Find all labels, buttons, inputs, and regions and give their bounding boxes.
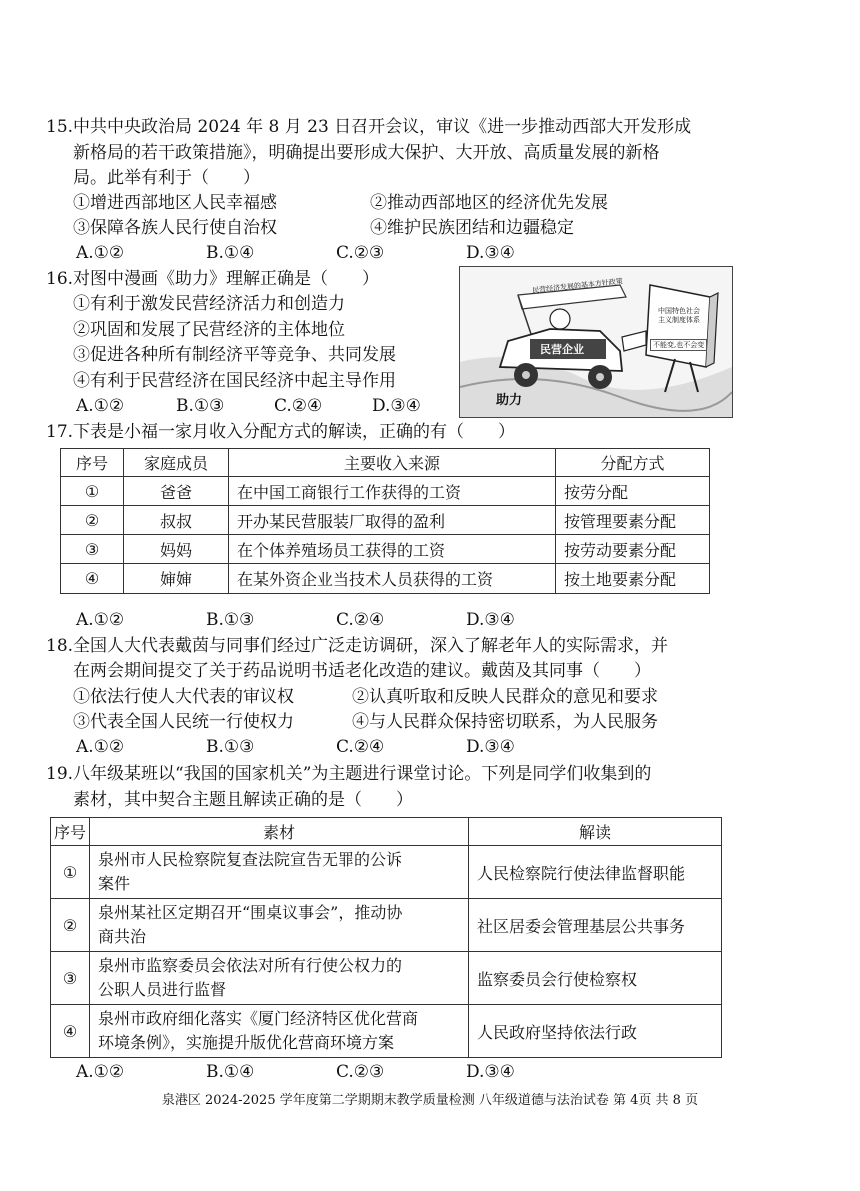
q19-material-line: 环境条例》，实施提升版优化营商环境方案 — [98, 1033, 395, 1052]
q16-option-d[interactable]: D.③④ — [372, 396, 421, 416]
q18-option-d[interactable]: D.③④ — [466, 737, 515, 757]
q15-item-3: ③保障各族人民行使自治权 — [73, 218, 277, 238]
q15-item-4: ④维护民族团结和边疆稳定 — [370, 218, 574, 238]
q17-table-header — [61, 449, 710, 477]
cartoon-zhuli — [459, 266, 733, 418]
q19-table — [50, 817, 722, 1058]
cartoon-book-text: 中国特色社会主义制度体系 — [658, 307, 700, 324]
q17-header-source: 主要收入来源 — [229, 449, 556, 477]
q15-item-1: ①增进西部地区人民幸福感 — [73, 193, 277, 213]
q17-cell: 在中国工商银行工作获得的工资 — [229, 477, 556, 506]
q18-option-a[interactable]: A.①② — [76, 737, 125, 757]
cartoon-car-label: 民营企业 — [540, 343, 584, 356]
q17-cell: ② — [61, 506, 124, 535]
q19-cell-material — [90, 846, 469, 899]
q18-options — [76, 735, 636, 759]
q18-item-2: ②认真听取和反映人民群众的意见和要求 — [352, 687, 658, 707]
q17-cell: 按劳动要素分配 — [556, 535, 710, 564]
q16-stem: 16.对图中漫画《助力》理解正确是（ ） — [46, 269, 380, 289]
q19-material-line: 泉州市政府细化落实《厦门经济特区优化营商 — [98, 1009, 419, 1028]
q19-cell-material — [90, 1005, 469, 1058]
q15-item-2: ②推动西部地区的经济优先发展 — [370, 193, 608, 213]
q17-cell: 在个体养殖场员工获得的工资 — [229, 535, 556, 564]
q19-cell-no: ① — [51, 846, 90, 899]
q16-item-3: ③促进各种所有制经济平等竞争、共同发展 — [73, 345, 396, 365]
q17-cell: 在某外资企业当技术人员获得的工资 — [229, 564, 556, 594]
cartoon-caption: 助力 — [496, 393, 523, 408]
q19-option-c[interactable]: C.②③ — [336, 1062, 385, 1082]
q19-options — [76, 1060, 636, 1084]
cartoon-slogan: 不能变,也不会变 — [650, 339, 707, 351]
q19-material-line: 案件 — [98, 874, 131, 893]
q16-item-2: ②巩固和发展了民营经济的主体地位 — [73, 320, 345, 340]
q15-options — [76, 241, 636, 265]
q17-options — [76, 608, 636, 632]
q16-option-c[interactable]: C.②④ — [274, 396, 323, 416]
q19-cell-interpret: 人民政府坚持依法行政 — [469, 1005, 722, 1058]
q15-option-b[interactable]: B.①④ — [206, 243, 255, 263]
table-row — [61, 477, 710, 506]
q19-material-line: 泉州某社区定期召开“围桌议事会”，推动协 — [98, 903, 403, 922]
q17-header-member: 家庭成员 — [124, 449, 229, 477]
q17-cell: 按土地要素分配 — [556, 564, 710, 594]
q18-option-b[interactable]: B.①③ — [206, 737, 255, 757]
q17-cell: ③ — [61, 535, 124, 564]
q16-option-b[interactable]: B.①③ — [176, 396, 225, 416]
q19-material-line: 公职人员进行监督 — [98, 980, 227, 999]
table-row — [51, 952, 722, 1005]
table-row — [51, 846, 722, 899]
q19-header-no: 序号 — [51, 818, 90, 846]
q19-header-interpret: 解读 — [469, 818, 722, 846]
q16-option-a[interactable]: A.①② — [76, 396, 125, 416]
q19-cell-interpret: 监察委员会行使检察权 — [469, 952, 722, 1005]
q17-cell: 妈妈 — [124, 535, 229, 564]
q17-header-method: 分配方式 — [556, 449, 710, 477]
q19-material-line: 泉州市监察委员会依法对所有行使公权力的 — [98, 956, 403, 975]
q19-material-line: 商共治 — [98, 927, 147, 946]
q15-stem-line-2: 新格局的若干政策措施》，明确提出要形成大保护、大开放、高质量发展的新格 — [73, 143, 660, 163]
table-row — [61, 535, 710, 564]
q17-table — [60, 448, 710, 594]
table-row — [51, 899, 722, 952]
q17-cell: ① — [61, 477, 124, 506]
q18-stem-line-1: 18.全国人大代表戴茵与同事们经过广泛走访调研，深入了解老年人的实际需求，并 — [46, 636, 669, 656]
q18-option-c[interactable]: C.②④ — [336, 737, 385, 757]
q19-stem-line-1: 19.八年级某班以“我国的国家机关”为主题进行课堂讨论。下列是同学们收集到的 — [46, 764, 652, 784]
q19-cell-interpret: 人民检察院行使法律监督职能 — [469, 846, 722, 899]
q19-cell-no: ④ — [51, 1005, 90, 1058]
q17-option-b[interactable]: B.①③ — [206, 610, 255, 630]
q15-option-a[interactable]: A.①② — [76, 243, 125, 263]
q17-option-d[interactable]: D.③④ — [466, 610, 515, 630]
q19-material-line: 泉州市人民检察院复查法院宣告无罪的公诉 — [98, 850, 403, 869]
q18-item-1: ①依法行使人大代表的审议权 — [73, 687, 294, 707]
q19-cell-no: ② — [51, 899, 90, 952]
q16-item-1: ①有利于激发民营经济活力和创造力 — [73, 294, 345, 314]
q16-options — [76, 394, 436, 418]
q17-cell: 开办某民营服装厂取得的盈利 — [229, 506, 556, 535]
q19-table-header — [51, 818, 722, 846]
q18-item-3: ③代表全国人民统一行使权力 — [73, 712, 294, 732]
table-row — [51, 1005, 722, 1058]
q15-option-c[interactable]: C.②③ — [336, 243, 385, 263]
q17-cell: 按劳分配 — [556, 477, 710, 506]
q15-option-d[interactable]: D.③④ — [466, 243, 515, 263]
q17-cell: 叔叔 — [124, 506, 229, 535]
page-footer: 泉港区 2024-2025 学年度第二学期期末教学质量检测 八年级道德与法治试卷 第 4页 共 8 页 — [161, 1093, 699, 1108]
q17-stem: 17.下表是小福一家月收入分配方式的解读，正确的有（ ） — [46, 422, 516, 442]
q19-cell-material — [90, 899, 469, 952]
q17-header-no: 序号 — [61, 449, 124, 477]
q16-item-4: ④有利于民营经济在国民经济中起主导作用 — [73, 371, 396, 391]
q19-cell-no: ③ — [51, 952, 90, 1005]
q17-option-a[interactable]: A.①② — [76, 610, 125, 630]
q19-option-d[interactable]: D.③④ — [466, 1062, 515, 1082]
q19-header-material: 素材 — [90, 818, 469, 846]
q19-stem-line-2: 素材，其中契合主题且解读正确的是（ ） — [73, 790, 413, 810]
table-row — [61, 564, 710, 594]
q19-cell-material — [90, 952, 469, 1005]
q17-cell: 爸爸 — [124, 477, 229, 506]
q19-option-b[interactable]: B.①④ — [206, 1062, 255, 1082]
table-row — [61, 506, 710, 535]
q17-cell: 婶婶 — [124, 564, 229, 594]
q19-cell-interpret: 社区居委会管理基层公共事务 — [469, 899, 722, 952]
q15-stem-line-1: 15.中共中央政治局 2024 年 8 月 23 日召开会议，审议《进一步推动西部大开发形成 — [46, 117, 692, 137]
q17-option-c[interactable]: C.②④ — [336, 610, 385, 630]
q15-stem-line-3: 局。此举有利于（ ） — [73, 168, 260, 188]
q17-cell: ④ — [61, 564, 124, 594]
q18-item-4: ④与人民群众保持密切联系，为人民服务 — [352, 712, 658, 732]
q18-stem-line-2: 在两会期间提交了关于药品说明书适老化改造的建议。戴茵及其同事（ ） — [73, 661, 651, 681]
q17-cell: 按管理要素分配 — [556, 506, 710, 535]
cartoon-flag-text: 民营经济发展的基本方针政策 — [531, 277, 624, 295]
q19-option-a[interactable]: A.①② — [76, 1062, 125, 1082]
